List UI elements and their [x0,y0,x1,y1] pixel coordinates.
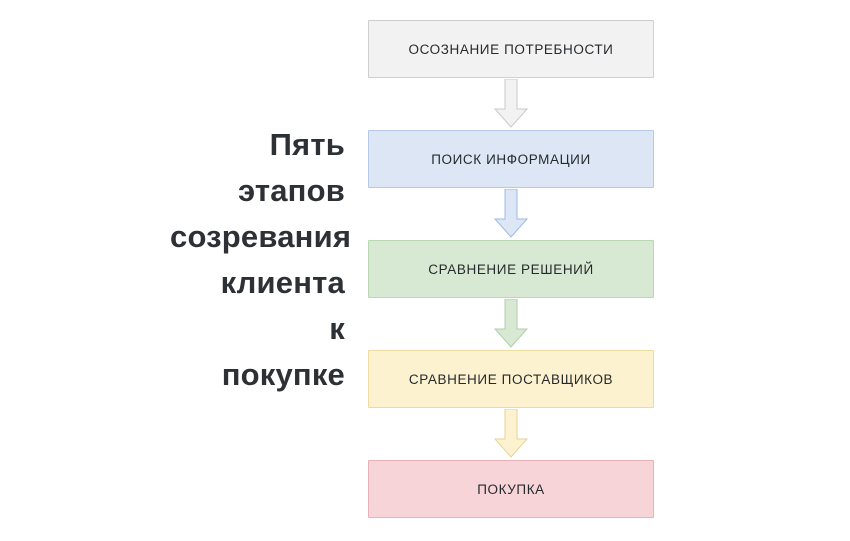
flow-node-awareness[interactable] [368,20,654,78]
title-line-1: Пять [269,127,345,162]
flow-node-awareness-label: ОСОЗНАНИЕ ПОТРЕБНОСТИ [408,41,614,57]
flow-node-purchase-label: ПОКУПКА [477,481,545,497]
arrow-awareness-to-search [368,78,654,130]
title-line-2: этапов [237,173,345,208]
flow-chart [368,20,654,518]
diagram-title [170,122,352,398]
title-line-6: покупке [221,357,345,392]
arrow-compare-solutions-to-compare-vendors [368,298,654,350]
flow-node-compare-solutions-label: СРАВНЕНИЕ РЕШЕНИЙ [428,261,594,277]
arrow-search-to-compare-solutions [368,188,654,240]
flow-node-compare-vendors-label: СРАВНЕНИЕ ПОСТАВЩИКОВ [408,371,614,387]
flow-node-purchase[interactable] [368,460,654,518]
title-line-3: созревания [170,219,352,254]
arrow-compare-vendors-to-purchase [368,408,654,460]
flow-node-compare-solutions[interactable] [368,240,654,298]
flow-node-information-search[interactable] [368,130,654,188]
title-line-4: клиента [220,265,345,300]
flow-node-information-search-label: ПОИСК ИНФОРМАЦИИ [431,151,591,167]
flow-node-compare-vendors[interactable] [368,350,654,408]
title-line-5: к [329,311,345,346]
